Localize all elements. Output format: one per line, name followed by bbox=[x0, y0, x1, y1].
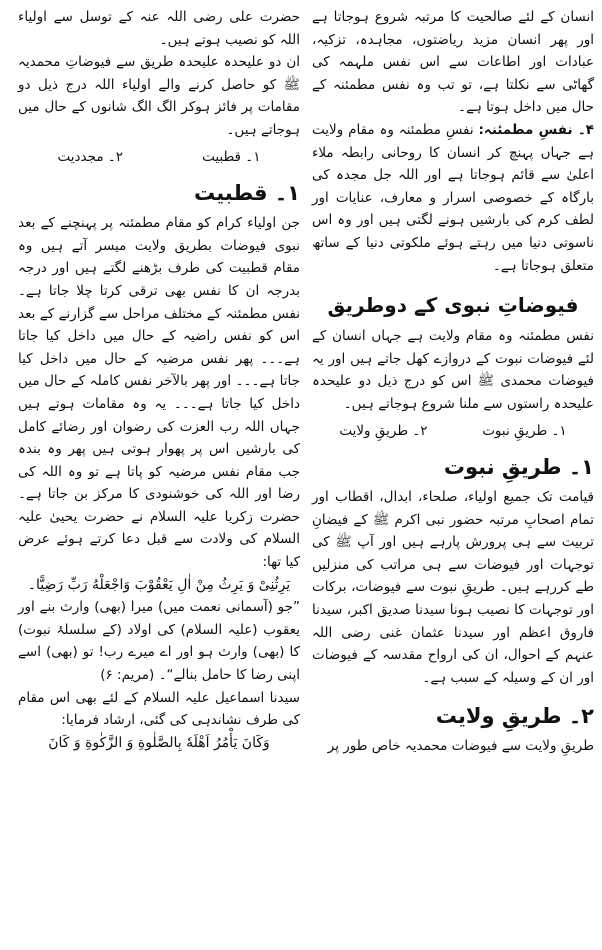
paragraph: ان دو علیحدہ علیحدہ طریق سے فیوضاتِ محمدیہ ﷺ کو حاصل کرنے والے اولیاء اللہ درج ذیل دو مقامات پر فائز ہوکر الگ الگ شانوں کے حال میں ہوجاتے ہیں۔ bbox=[18, 54, 300, 138]
paragraph: جن اولیاء کرام کو مقام مطمئنہ پر پہنچنے کے بعد نبوی فیوضات بطریق ولایت میسر آتے ہیں وہ مقام قطبیت کی طرف بڑھنے لگتے ہیں اور درجہ بدرجہ ان کا نفس بھی ترقی کرتا چلا جاتا ہے۔ نفس مطمئنہ کے مختلف مراحل سے گزارنے کے بعد اس کو نفس راضیہ کے حال میں داخل کیا جاتا ہے۔۔۔ پھر نفس مرضیہ کے حال میں داخل کیا جاتا ہے۔۔۔ اور پھر بالآخر نفس کاملہ کے حال میں داخل کیا جاتا ہے۔۔۔ یہ وہ مقامات ہوتے ہیں جہاں اللہ رب العزت کی رضوان اور رضائے کامل کی بارشیں اس پر پھوار ہوتی ہیں پھر وہ بندہ جب مقام نفس مرضیہ کو پاتا ہے تو وہ اللہ کی رضا اور اللہ کی خوشنودی کا مرکز بن جاتا ہے۔ حضرت زکریا علیہ السلام نے حضرت یحییٰ علیہ السلام کی ولادت سے قبل دعا کرتے ہوئے عرض کیا تھا: bbox=[18, 215, 300, 571]
list-item: ۲۔ طریقِ ولایت bbox=[339, 422, 428, 439]
list-item: ۲۔ مجددیت bbox=[57, 148, 124, 165]
paragraph: قیامت تک جمیع اولیاء، صلحاء، ابدال، اقطاب اور تمام اصحابِ مرتبہ حضور نبی اکرم ﷺ کے فیضانِ تربیت سے ہی پرورش پارہے ہیں اور آپ ﷺ کی توجہات اور فیوضات سے ہی مراتب کی منزلیں طے کررہے ہیں۔ طریقِ نبوت سے فیوضات، برکات اور توجہات کا نصیب ہونا سیدنا صدیق اکبر، سیدنا فاروق اعظم اور سیدنا عثمان غنی رضی اللہ عنہم کے احوال، ان کی ارواح مقدسہ کے فیوضات اور ان کے وسیلہ کے سبب ہے۔ bbox=[312, 489, 594, 686]
subheading-nafs-mutmainna: ۴۔ نفسِ مطمئنہ: bbox=[478, 121, 594, 138]
section-heading: فیوضاتِ نبوی کے دوطریق bbox=[327, 293, 579, 318]
list-items bbox=[312, 420, 594, 443]
paragraph: نفس مطمئنہ وہ مقام ولایت ہے جہاں انسان کے لئے فیوضات نبوت کے دروازے کھل جاتے ہیں اور یہ فیوضات محمدی ﷺ اس کو درج ذیل دو علیحدہ علیحدہ راستوں سے ملنا شروع ہوجاتے ہیں۔ bbox=[312, 328, 594, 412]
section-heading: ۱۔ قطبیت bbox=[193, 181, 300, 206]
quranic-verse: یَرِثُنِیْ وَ یَرِثُ مِنْ اٰلِ یَعْقُوْبَ وَاجْعَلْهُ رَبِّ رَضِیًّا۔ bbox=[27, 576, 291, 593]
list-item: ۱۔ قطبیت bbox=[202, 148, 261, 165]
paragraph-text: نفسِ مطمئنہ وہ مقام ولایت ہے جہاں پہنچ کر انسان کا روحانی رابطہ ملاء اعلیٰ سے قائم ہوجاتا ہے اور اللہ جل مجدہ کی بارگاہ کے خصوصی اسرار و معارف، عنایات اور لطف کرم کی بارشیں ہونے لگتی ہیں اور وہ اس ناسوتی دنیا میں رہتے ہوئے ملکوتی دنیا کے ساتھ متعلق ہوجاتا ہے۔ bbox=[312, 121, 594, 274]
paragraph: حضرت علی رضی اللہ عنہ کے توسل سے اولیاء اللہ کو نصیب ہوتے ہیں۔ bbox=[18, 9, 300, 48]
list-items bbox=[18, 146, 300, 169]
quranic-verse: وَکَانَ یَأْمُرُ اَهْلَهٗ بِالصَّلٰوةِ وَ الزَّکٰوةِ وَ کَانَ bbox=[48, 734, 270, 751]
list-item: ۱۔ طریقِ نبوت bbox=[482, 422, 567, 439]
paragraph: ”جو (آسمانی نعمت میں) میرا (بھی) وارث بنے اور یعقوب (علیہ السلام) کی اولاد (کے سلسلۂ نبوت) کا (بھی) وارث ہو اور اے میرے رب! تو (بھی) اسے اپنی رضا کا حامل بنالے“۔ (مریم: ۶) bbox=[18, 599, 300, 684]
paragraph: طریقِ ولایت سے فیوضات محمدیہ خاص طور پر bbox=[327, 738, 594, 755]
section-heading: ۱۔ طریقِ نبوت bbox=[443, 455, 594, 480]
right-column bbox=[312, 6, 594, 758]
paragraph: انسان کے لئے صالحیت کا مرتبہ شروع ہوجاتا ہے اور پھر انسان مزید ریاضتوں، مجاہدہ، تزکیہ، عبادات اور اطاعات سے اس نفس ملہمہ کی گھاٹی سے نکلتا ہے، تو تب وہ نفس مطمئنہ کے حال میں داخل ہوتا ہے۔ bbox=[312, 9, 594, 116]
left-column bbox=[18, 6, 300, 754]
section-heading: ۲۔ طریقِ ولایت bbox=[435, 704, 594, 729]
paragraph bbox=[312, 119, 594, 277]
paragraph: سیدنا اسماعیل علیہ السلام کے لئے بھی اس مقام کی طرف نشاندہی کی گئی، ارشاد فرمایا: bbox=[18, 689, 300, 729]
